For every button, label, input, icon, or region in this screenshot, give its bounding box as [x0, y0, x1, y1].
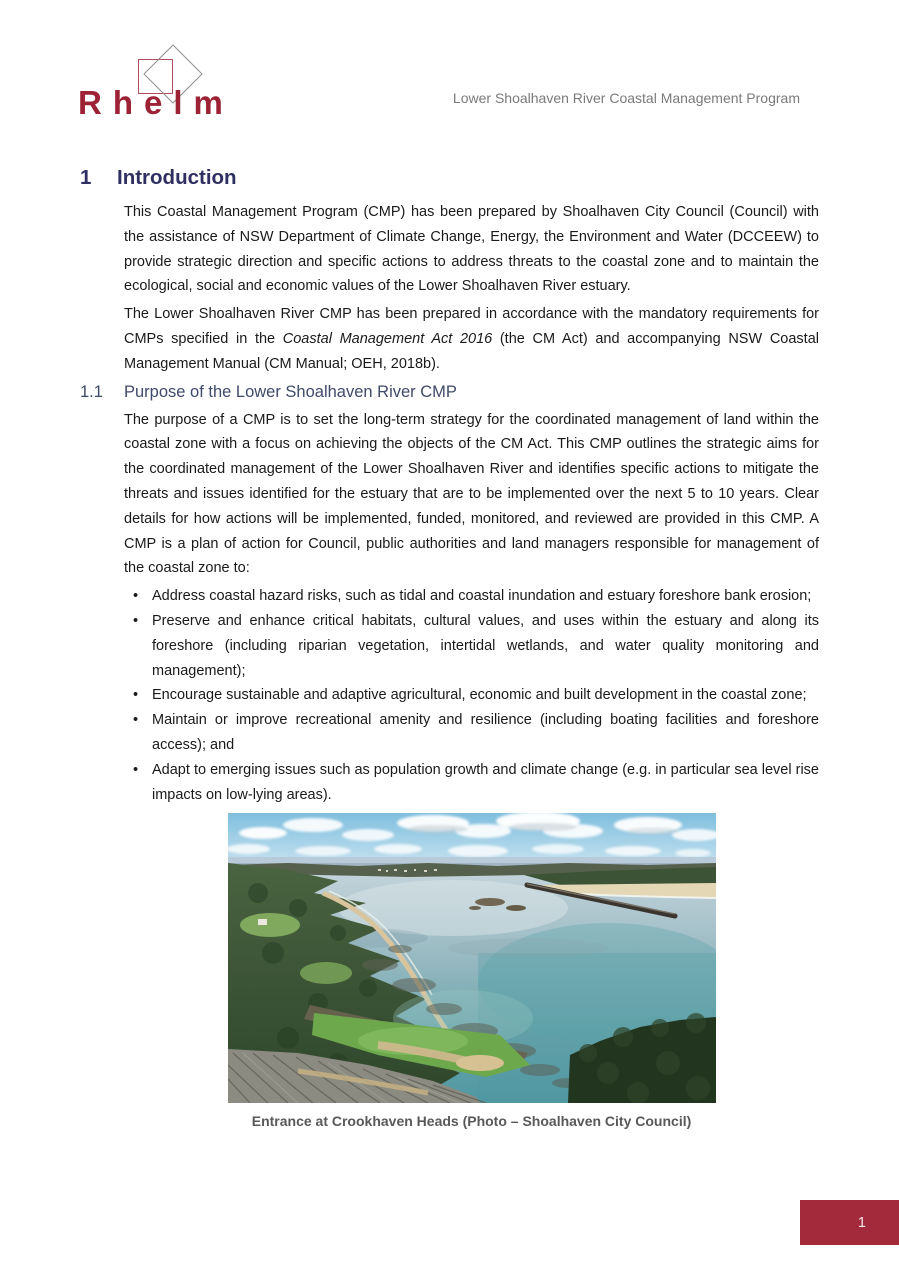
bullet-marker: •	[133, 612, 139, 629]
estuary-photo	[228, 813, 716, 1103]
bullet-marker: •	[133, 588, 139, 605]
bullet-item	[124, 708, 819, 758]
logo-text: Rhelm	[78, 84, 234, 121]
subsection-number: 1.1	[80, 382, 103, 401]
subsection-title: Purpose of the Lower Shoalhaven River CMP	[124, 382, 457, 401]
bullet-marker: •	[133, 687, 139, 704]
act-title-italic: Coastal Management Act 2016	[282, 330, 493, 347]
bullet-item	[124, 758, 819, 808]
document-body	[80, 164, 819, 1130]
paragraph-3: The purpose of a CMP is to set the long-term strategy for the coordinated management of land within the coastal zone with a focus on achieving the objects of the CM Act. This CMP outlines the strategic aims for the coordinated management of the Lower Shoalhaven River and identifies specific actions to mitigate the threats and issues identified for the estuary that are to be implemented over the next 5 to 10 years. Clear details for how actions will be implemented, funded, monitored, and reviewed are provided in this CMP. A CMP is a plan of action for Council, public authorities and land managers responsible for management of the coastal zone to:	[124, 411, 819, 577]
bullet-text: Address coastal hazard risks, such as tidal and coastal inundation and estuary foreshore bank erosion;	[152, 588, 812, 605]
bullet-list	[124, 584, 819, 807]
subsection-heading	[80, 380, 819, 404]
paragraph-1: This Coastal Management Program (CMP) has been prepared by Shoalhaven City Council (Council) with the assistance of NSW Department of Climate Change, Energy, the Environment and Water (DCCEEW) to provide strategic direction and specific actions to address threats to the coastal zone and to maintain the ecological, social and economic values of the Lower Shoalhaven River estuary.	[124, 204, 819, 295]
bullet-item	[124, 584, 819, 609]
figure-caption: Entrance at Crookhaven Heads (Photo – Shoalhaven City Council)	[251, 1113, 692, 1130]
estuary-photo-illustration	[228, 813, 716, 1103]
running-header-title: Lower Shoalhaven River Coastal Management Program	[452, 90, 800, 106]
bullet-text: Maintain or improve recreational amenity and resilience (including boating facilities and foreshore access); and	[152, 712, 819, 753]
bullet-marker: •	[133, 761, 139, 778]
section-number: 1	[80, 166, 92, 189]
page-number: 1	[857, 1214, 866, 1231]
page-number-box	[800, 1200, 899, 1245]
bullet-text: Preserve and enhance critical habitats, cultural values, and uses within the estuary and along its foreshore (including riparian vegetation, intertidal wetlands, and water quality monitoring and management);	[152, 612, 819, 679]
paragraph-2-text: (the CM Act) and accompanying NSW Coastal Management Manual (CM Manual; OEH, 2018b).	[124, 330, 819, 372]
rhelm-logo	[78, 42, 258, 120]
bullet-text: Adapt to emerging issues such as population growth and climate change (e.g. in particular sea level rise impacts on low-lying areas).	[152, 761, 819, 803]
section-title: Introduction	[117, 166, 237, 189]
page-header	[0, 0, 899, 120]
section-heading	[80, 164, 819, 192]
figure	[228, 813, 716, 1130]
bullet-text: Encourage sustainable and adaptive agricultural, economic and built development in the coastal zone;	[152, 687, 807, 704]
paragraph-2	[124, 302, 819, 376]
bullet-item	[124, 609, 819, 683]
bullet-item	[124, 683, 819, 708]
bullet-marker: •	[133, 712, 139, 729]
paragraph-2-text: The Lower Shoalhaven River CMP has been prepared in accordance with the mandatory requirements for CMPs specified in the	[124, 306, 819, 347]
